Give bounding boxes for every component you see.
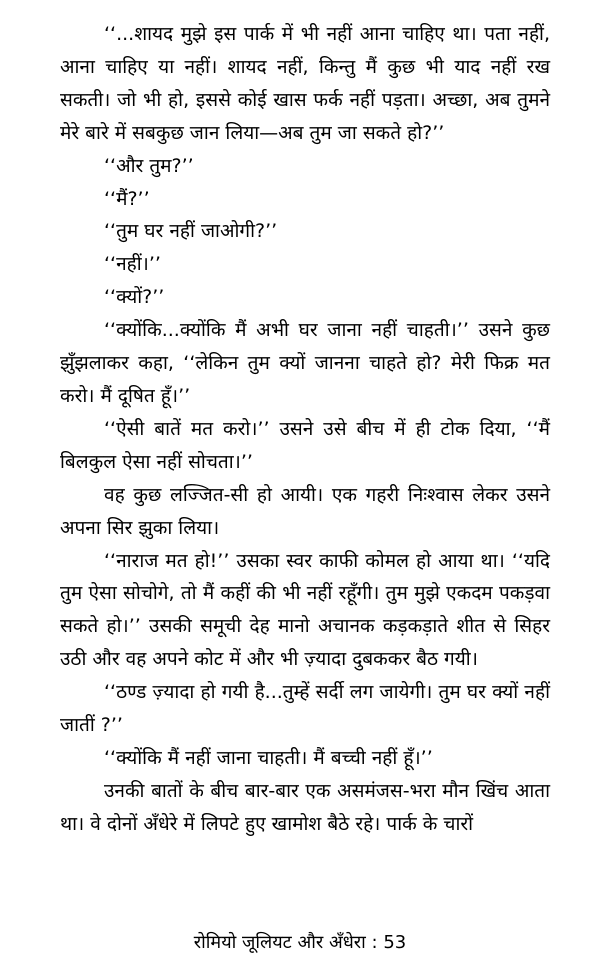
paragraph: ‘‘नहीं।’’ — [104, 253, 161, 276]
paragraph: ‘‘ऐसी बातें मत करो।’’ उसने उसे बीच में ही टोक दिया, ‘‘मैं बिलकुल ऐसा नहीं सोचता।’’ — [60, 417, 550, 473]
paragraph: ‘‘क्यों?’’ — [104, 286, 165, 309]
page-footer: रोमियो जूलियट और अँधेरा : 53 — [193, 932, 407, 953]
paragraph: वह कुछ लज्जित-सी हो आयी। एक गहरी निःश्वास लेकर उसने अपना सिर झुका लिया। — [60, 483, 550, 539]
paragraph: ‘‘नाराज मत हो!’’ उसका स्वर काफी कोमल हो आया था। ‘‘यदि तुम ऐसा सोचोगे, तो मैं कहीं की भी नहीं रहूँगी। तुम मुझे एकदम पकड़वा सकते हो।’’ उसकी समूची देह मानो अचानक कड़कड़ाते शीत से सिहर उठी और वह अपने कोट में और भी ज़्यादा दुबककर बैठ गयी। — [60, 549, 550, 671]
paragraph: उनकी बातों के बीच बार-बार एक असमंजस-भरा मौन खिंच आता था। वे दोनों अँधेरे में लिपटे हुए खामोश बैठे रहे। पार्क के चारों — [60, 779, 550, 835]
paragraph: ‘‘और तुम?’’ — [104, 154, 194, 177]
page-body-text — [60, 18, 550, 841]
paragraph: ‘‘क्योंकि मैं नहीं जाना चाहती। मैं बच्ची नहीं हूँ।’’ — [104, 746, 433, 769]
paragraph: ‘‘...शायद मुझे इस पार्क में भी नहीं आना चाहिए था। पता नहीं, आना चाहिए या नहीं। शायद नहीं, किन्तु मैं कुछ भी याद नहीं रख सकती। जो भी हो, इससे कोई खास फर्क नहीं पड़ता। अच्छा, अब तुमने मेरे बारे में सबकुछ जान लिया—अब तुम जा सकते हो?’’ — [60, 23, 550, 144]
paragraph: ‘‘ठण्ड ज़्यादा हो गयी है...तुम्हें सर्दी लग जायेगी। तुम घर क्यों नहीं जातीं ?’’ — [60, 681, 550, 737]
paragraph: ‘‘तुम घर नहीं जाओगी?’’ — [104, 220, 278, 243]
paragraph: ‘‘मैं?’’ — [104, 187, 150, 210]
paragraph: ‘‘क्योंकि...क्योंकि मैं अभी घर जाना नहीं चाहती।’’ उसने कुछ झुँझलाकर कहा, ‘‘लेकिन तुम क्यों जानना चाहते हो? मेरी फिक्र मत करो। मैं दूषित हूँ।’’ — [60, 319, 550, 407]
